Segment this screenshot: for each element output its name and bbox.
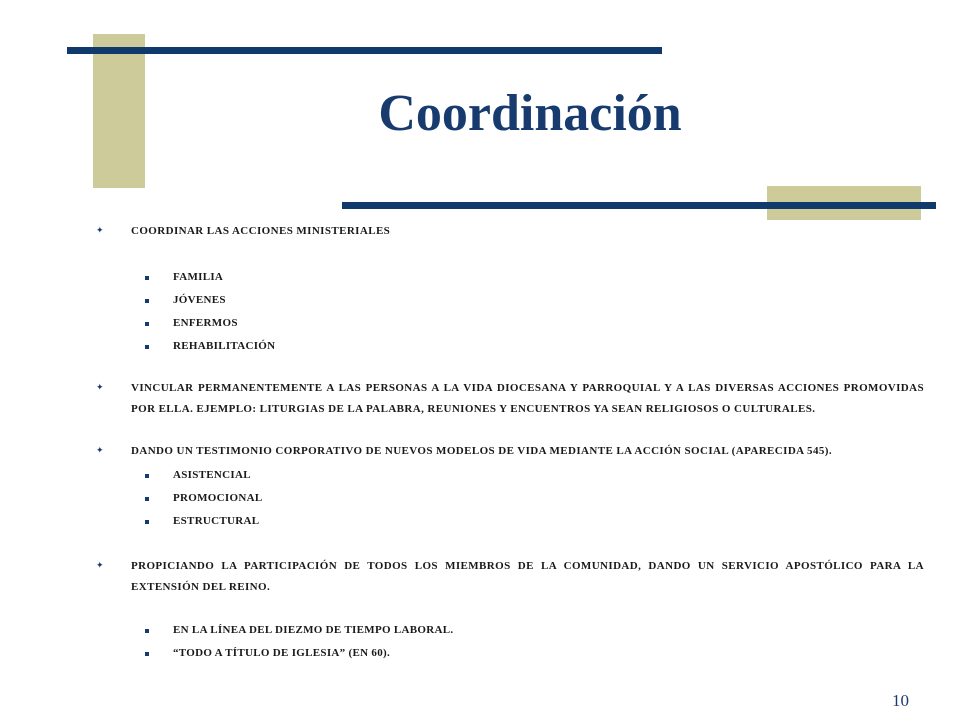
sub-bullet-jovenes: JÓVENES bbox=[96, 289, 924, 312]
sub-bullet-estructural: ESTRUCTURAL bbox=[96, 510, 924, 533]
bullet-vincular: ✦ VINCULAR PERMANENTEMENTE A LAS PERSONAS A LA VIDA DIOCESANA Y PARROQUIAL Y A LAS DIVERSAS ACCIONES PROMOVIDAS POR ELLA. EJEMPLO: LITURGIAS DE LA PALABRA, REUNIONES Y ENCUENTROS YA SEAN RELIGIOSOS O CULTURALES. bbox=[96, 378, 924, 420]
sub-bullet-diezmo: EN LA LÍNEA DEL DIEZMO DE TIEMPO LABORAL. bbox=[96, 619, 924, 642]
sub-bullet-enfermos: ENFERMOS bbox=[96, 312, 924, 335]
bullet-coordinar: ✦ COORDINAR LAS ACCIONES MINISTERIALES bbox=[96, 221, 924, 242]
bullet-participacion: ✦ PROPICIANDO LA PARTICIPACIÓN DE TODOS LOS MIEMBROS DE LA COMUNIDAD, DANDO UN SERVICIO APOSTÓLICO PARA LA EXTENSIÓN DEL REINO. bbox=[96, 556, 924, 598]
sub-bullet-rehabilitacion: REHABILITACIÓN bbox=[96, 335, 924, 358]
sub-bullet-asistencial: ASISTENCIAL bbox=[96, 464, 924, 487]
decor-navy-bottom-line bbox=[342, 202, 936, 209]
sub-bullet-titulo-iglesia: “TODO A TÍTULO DE IGLESIA” (EN 60). bbox=[96, 642, 924, 665]
bullet-testimonio: ✦ DANDO UN TESTIMONIO CORPORATIVO DE NUEVOS MODELOS DE VIDA MEDIANTE LA ACCIÓN SOCIAL (APARECIDA 545). bbox=[96, 441, 924, 462]
sub-bullet-familia: FAMILIA bbox=[96, 266, 924, 289]
decor-tan-vertical-bar bbox=[93, 34, 145, 188]
sub-bullet-promocional: PROMOCIONAL bbox=[96, 487, 924, 510]
page-number: 10 bbox=[892, 691, 909, 710]
decor-navy-top-line bbox=[67, 47, 662, 54]
slide-content bbox=[96, 220, 924, 665]
slide-title: Coordinación bbox=[378, 85, 682, 142]
